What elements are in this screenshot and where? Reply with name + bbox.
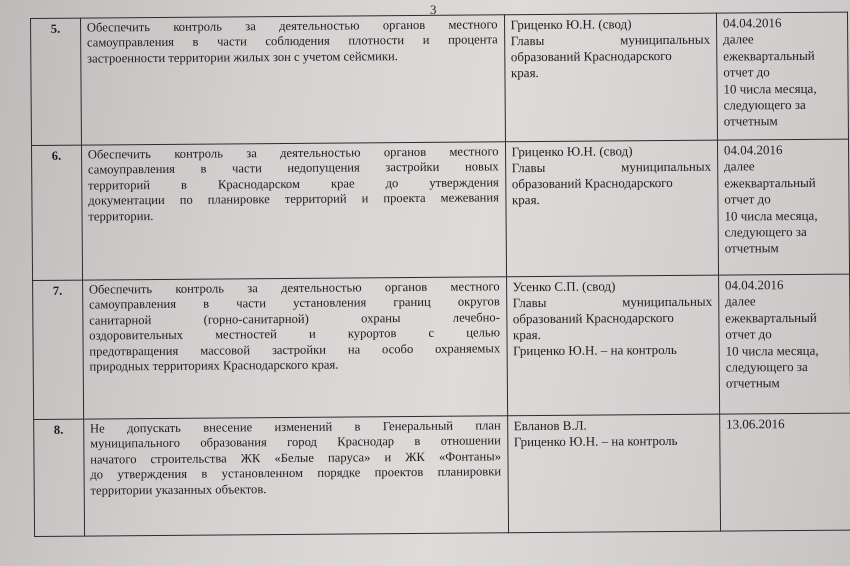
table-row bbox=[31, 12, 849, 145]
task-line: территории указанных объектов. bbox=[90, 481, 267, 498]
task-line: территории. bbox=[88, 208, 154, 224]
task-line: Обеспечить контроль за деятельностью органов местного bbox=[86, 17, 498, 35]
responsible-line: образований Краснодарского bbox=[511, 174, 673, 192]
responsible-cell bbox=[506, 275, 719, 416]
row-number: 5. bbox=[31, 18, 82, 145]
responsible-line: образований Краснодарского bbox=[512, 309, 674, 327]
action-plan-table bbox=[30, 12, 850, 537]
responsible-line: Гриценко Ю.Н. (свод) bbox=[511, 143, 633, 160]
deadline-cell bbox=[716, 12, 848, 140]
deadline-line: отчетным bbox=[725, 375, 780, 391]
deadline-line: следующего за bbox=[724, 223, 807, 240]
deadline-line: отчетным bbox=[724, 240, 779, 256]
deadline-line: отчет до bbox=[723, 64, 770, 80]
task-line: оздоровительных местностей и курортов с целью bbox=[89, 325, 501, 343]
responsible-line: Гриценко Ю.Н. – на контроль bbox=[513, 432, 678, 450]
table-row bbox=[34, 413, 850, 536]
task-line: самоуправления в части соблюдения плотности и процента bbox=[86, 32, 498, 50]
deadline-line: 04.04.2016 bbox=[722, 15, 782, 31]
deadline-line: далее bbox=[723, 31, 754, 47]
deadline-line: 04.04.2016 bbox=[724, 277, 784, 293]
task-line: территорий в Краснодарском крае до утверждения bbox=[88, 175, 499, 193]
responsible-line: Гриценко Ю.Н. (свод) bbox=[510, 16, 632, 33]
task-line: самоуправления в части установления границ округов bbox=[88, 294, 500, 312]
deadline-line: следующего за bbox=[723, 96, 806, 113]
deadline-line: 04.04.2016 bbox=[723, 142, 783, 158]
task-line: Обеспечить контроль за деятельностью органов местного bbox=[87, 144, 499, 162]
deadline-cell bbox=[717, 139, 849, 275]
task-line: предотвращения массовой застройки на особо охраняемых bbox=[89, 340, 501, 359]
responsible-line: края. bbox=[512, 326, 541, 343]
task-line: Обеспечить контроль за деятельностью органов местного bbox=[88, 279, 500, 297]
responsible-cell bbox=[507, 414, 720, 533]
responsible-cell bbox=[504, 13, 717, 142]
deadline-line: далее bbox=[724, 158, 755, 174]
task-cell bbox=[83, 416, 508, 536]
deadline-line: ежеквартальный bbox=[725, 309, 817, 326]
responsible-cell bbox=[505, 140, 718, 277]
task-line: до утверждения в установленном порядке проектов планировки bbox=[90, 464, 502, 482]
responsible-line: Главы муниципальных bbox=[511, 158, 712, 176]
responsible-line: Главы муниципальных bbox=[510, 31, 711, 49]
task-cell bbox=[81, 142, 506, 280]
deadline-line: отчет до bbox=[725, 326, 772, 342]
row-number: 7. bbox=[33, 280, 84, 419]
responsible-line: Евланов В.Л. bbox=[513, 417, 587, 434]
task-line: самоуправления в части недопущения застройки новых bbox=[87, 159, 499, 177]
task-line: Не допускать внесение изменений в Генеральный план bbox=[89, 418, 501, 436]
deadline-cell bbox=[718, 274, 850, 414]
task-line: документации по планировке территорий и проекта межевания bbox=[88, 190, 499, 208]
responsible-line: образований Краснодарского bbox=[510, 47, 672, 65]
task-cell bbox=[80, 15, 505, 145]
deadline-cell bbox=[720, 413, 850, 531]
table-body bbox=[31, 12, 850, 536]
responsible-line: Усенко С.П. (свод) bbox=[512, 278, 616, 295]
deadline-line: отчетным bbox=[723, 113, 778, 129]
deadline-line: ежеквартальный bbox=[724, 174, 816, 191]
deadline-line: ежеквартальный bbox=[723, 47, 815, 64]
responsible-line: края. bbox=[511, 192, 540, 208]
table-row bbox=[33, 274, 850, 419]
deadline-line: отчет до bbox=[724, 191, 771, 207]
deadline-line: 10 числа месяца, bbox=[723, 80, 817, 97]
deadline-line: далее bbox=[725, 293, 756, 309]
deadline-line: 10 числа месяца, bbox=[725, 342, 819, 359]
responsible-line: Главы муниципальных bbox=[512, 293, 713, 311]
responsible-line: края. bbox=[510, 65, 539, 81]
task-line: застроенности территории жилых зон с учетом сейсмики. bbox=[87, 48, 398, 66]
task-line: начатого строительства ЖК «Белые паруса» и ЖК «Фонтаны» bbox=[90, 449, 502, 467]
deadline-line: 13.06.2016 bbox=[726, 416, 785, 432]
row-number: 8. bbox=[34, 419, 85, 536]
task-cell bbox=[82, 277, 507, 419]
task-line: санитарной (горно-санитарной) охраны лечебно- bbox=[89, 310, 500, 328]
row-number: 6. bbox=[32, 145, 83, 280]
deadline-line: 10 числа месяца, bbox=[724, 207, 818, 224]
deadline-line: следующего за bbox=[725, 358, 808, 375]
task-line: природных территориях Краснодарского края. bbox=[89, 357, 339, 374]
page-number: 3 bbox=[430, 2, 437, 17]
responsible-line: Гриценко Ю.Н. – на контроль bbox=[513, 341, 677, 359]
task-line: муниципального образования город Краснодар в отношении bbox=[90, 433, 501, 451]
table-row bbox=[32, 139, 850, 280]
